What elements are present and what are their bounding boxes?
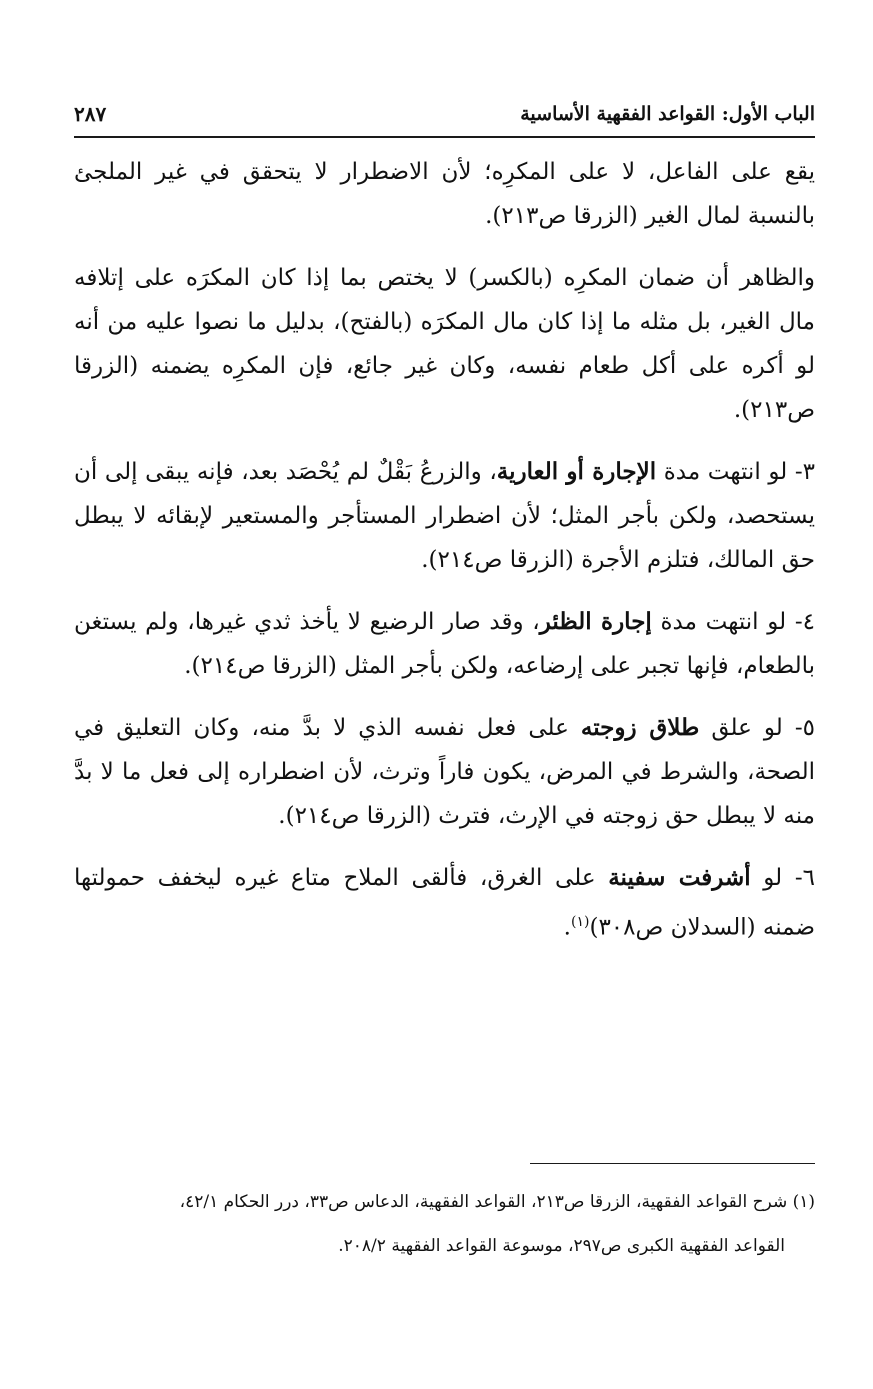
paragraph-text: ، وقد صار الرضيع لا يأخذ ثدي غيرها، ولم يستغن بالطعام، فإنها تجبر على إرضاعه، ولكن بأجر المثل (الزرقا ص٢١٤).	[74, 609, 815, 679]
item-prefix: ٤- لو انتهت مدة	[651, 609, 815, 635]
footnote-1	[74, 1180, 815, 1268]
item-keyword: الإجارة أو العارية	[496, 458, 657, 485]
page-number: ٢٨٧	[74, 102, 107, 126]
item-keyword: طلاق زوجته	[580, 714, 700, 741]
paragraph-1	[74, 150, 815, 238]
paragraph-text: على الغرق، فألقى الملاح متاع غيره ليخفف حمولتها ضمنه (السدلان ص٣٠٨)	[74, 865, 815, 941]
footnotes	[74, 1180, 815, 1268]
paragraph-2	[74, 256, 815, 432]
body-text	[74, 150, 815, 968]
footnote-line: (١) شرح القواعد الفقهية، الزرقا ص٢١٣، القواعد الفقهية، الدعاس ص٣٣، درر الحكام ٤٢/١،	[179, 1192, 815, 1212]
running-header	[74, 92, 815, 138]
item-prefix: ٦- لو	[750, 865, 815, 891]
paragraph-item-4	[74, 600, 815, 688]
paragraph-text: ، والزرعُ بَقْلٌ لم يُحْصَد بعد، فإنه يبقى إلى أن يستحصد، ولكن بأجر المثل؛ لأن اضطرار المستأجر والمستعير لإبقائه لا يبطل حق المالك، فتلزم الأجرة (الزرقا ص٢١٤).	[74, 459, 815, 573]
item-prefix: ٣- لو انتهت مدة	[656, 459, 815, 485]
item-keyword: أشرفت سفينة	[608, 864, 751, 891]
paragraph-item-5	[74, 706, 815, 838]
paragraph-text: والظاهر أن ضمان المكرِه (بالكسر) لا يختص بما إذا كان المكرَه على إتلافه مال الغير، بل مثله ما إذا كان مال المكرَه (بالفتح)، بدليل ما نصوا عليه من أنه لو أكره على أكل طعام نفسه، وكان غير جائع، فإن المكرِه يضمنه (الزرقا ص٢١٣).	[74, 265, 815, 423]
footnote-marker[interactable]: (١)	[570, 914, 590, 930]
paragraph-text: على فعل نفسه الذي لا بدَّ منه، وكان التعليق في الصحة، والشرط في المرض، يكون فاراً وترث، لأن اضطراره إلى فعل ما لا بدَّ منه لا يبطل حق زوجته في الإرث، فترث (الزرقا ص٢١٤).	[74, 715, 815, 829]
chapter-title: الباب الأول: القواعد الفقهية الأساسية	[520, 103, 815, 125]
footnote-separator	[530, 1163, 815, 1164]
footnote-line: القواعد الفقهية الكبرى ص٢٩٧، موسوعة القواعد الفقهية ٢٠٨/٢.	[338, 1236, 785, 1256]
paragraph-suffix: .	[563, 914, 571, 941]
item-keyword: إجارة الظئر	[539, 608, 652, 635]
item-prefix: ٥- لو علق	[699, 715, 815, 741]
paragraph-item-6	[74, 856, 815, 950]
paragraph-text: يقع على الفاعل، لا على المكرِه؛ لأن الاضطرار لا يتحقق في غير الملجئ بالنسبة لمال الغير (الزرقا ص٢١٣).	[74, 159, 815, 229]
paragraph-item-3	[74, 450, 815, 582]
